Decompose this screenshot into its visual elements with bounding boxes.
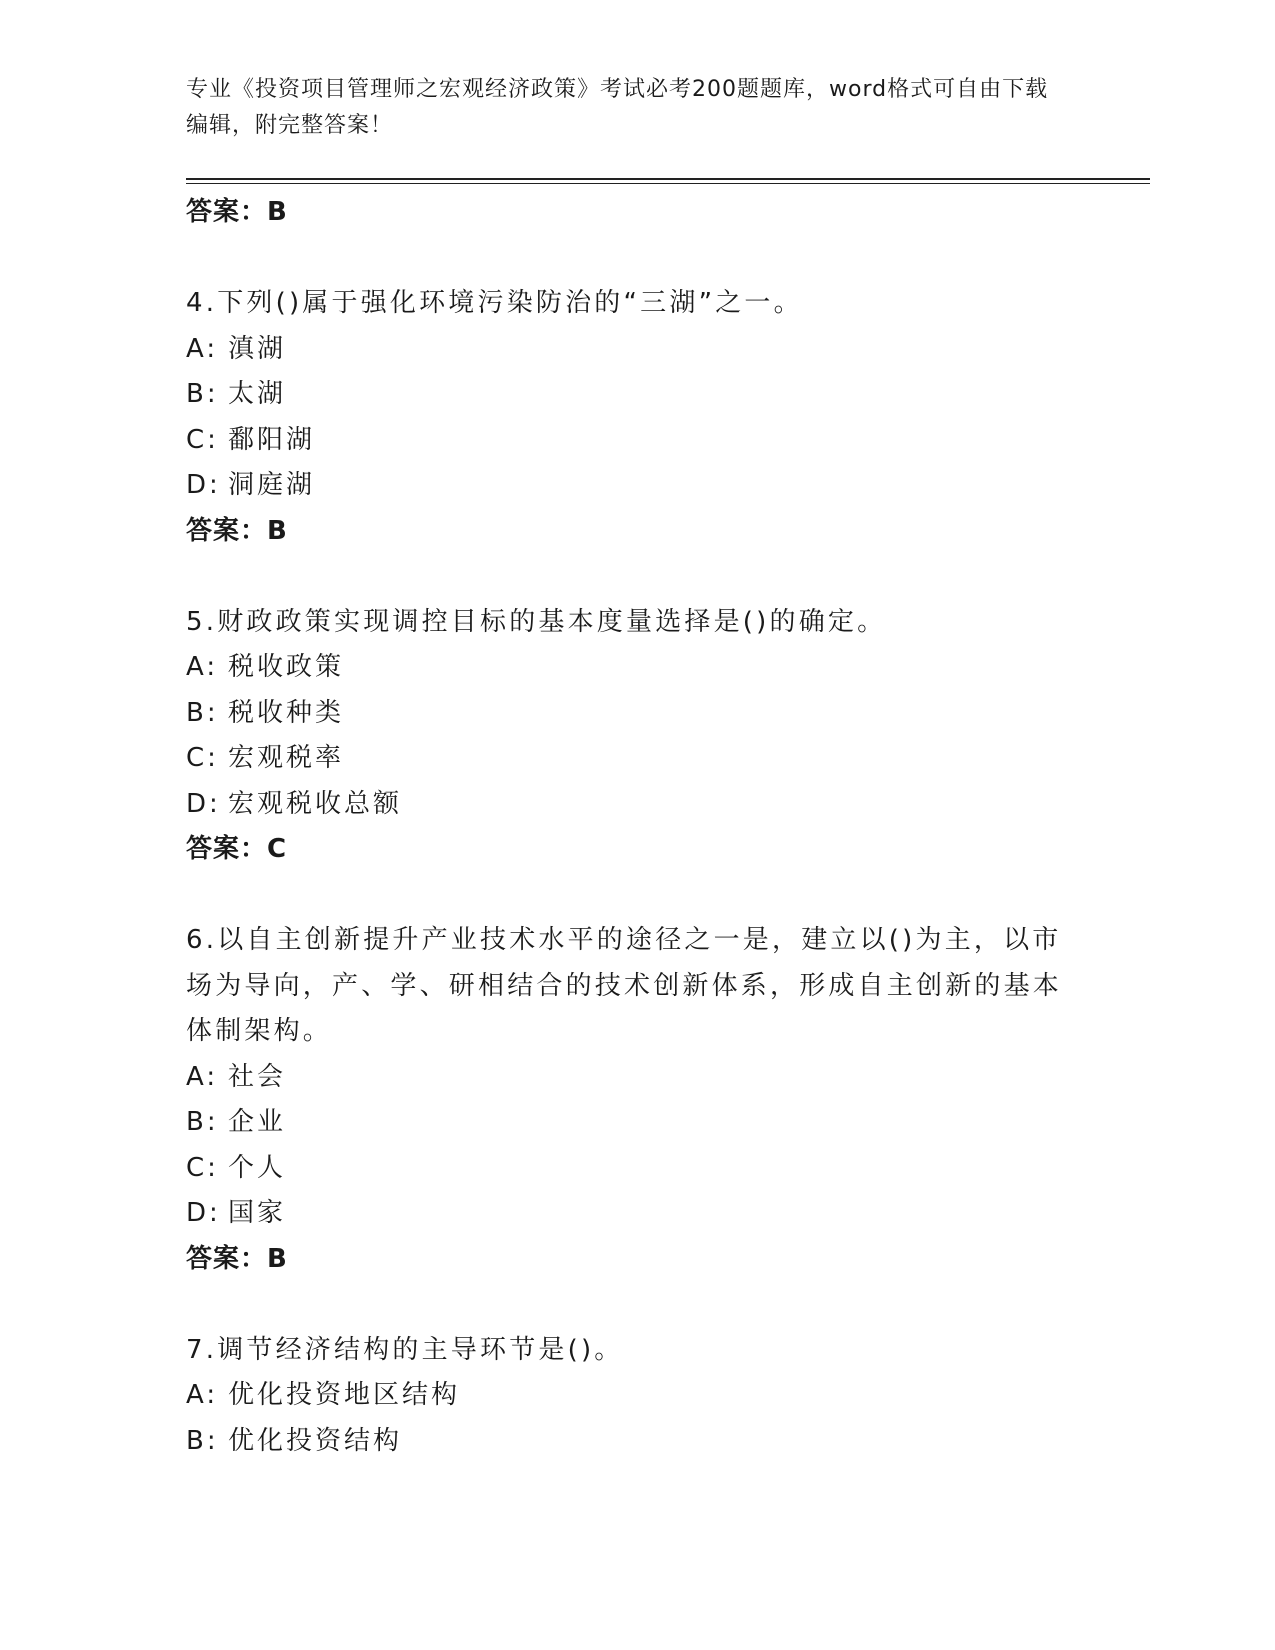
option-d	[186, 463, 1066, 509]
option-text: 税收政策	[228, 652, 345, 682]
option-a	[186, 1055, 1066, 1101]
answer-line: 答案：B	[186, 197, 288, 227]
question-6	[186, 918, 1066, 1282]
option-text: 企业	[228, 1107, 287, 1137]
option-label: D:	[186, 1198, 221, 1228]
option-text: 滇湖	[228, 333, 287, 364]
answer-line: 答案：B	[186, 1243, 288, 1274]
option-label: A:	[186, 652, 219, 682]
option-label: B:	[186, 379, 219, 409]
answer-line: 答案：B	[186, 515, 288, 546]
option-label: A:	[186, 1380, 219, 1410]
answer-line: 答案：C	[186, 834, 288, 864]
spacer	[186, 554, 1066, 600]
option-text: 优化投资结构	[228, 1425, 403, 1456]
question-text: 7.调节经济结构的主导环节是()。	[186, 1334, 624, 1365]
option-b	[186, 1419, 1066, 1465]
header-rule-thin	[186, 183, 1150, 184]
option-c	[186, 1146, 1066, 1192]
option-text: 太湖	[228, 379, 287, 409]
option-label: D:	[186, 470, 221, 500]
option-b	[186, 1100, 1066, 1146]
option-text: 税收种类	[228, 697, 345, 728]
option-a	[186, 645, 1066, 691]
question-7	[186, 1328, 1066, 1465]
header-rule-thick	[186, 178, 1150, 180]
option-label: C:	[186, 1152, 219, 1183]
option-text: 洞庭湖	[228, 470, 316, 500]
option-label: C:	[186, 743, 219, 773]
option-label: A:	[186, 1061, 219, 1092]
option-text: 国家	[228, 1198, 287, 1228]
question-4	[186, 281, 1066, 554]
question-5	[186, 600, 1066, 873]
option-label: B:	[186, 1107, 219, 1137]
option-label: D:	[186, 788, 221, 819]
option-text: 个人	[228, 1152, 287, 1183]
option-d	[186, 782, 1066, 828]
question-text: 6.以自主创新提升产业技术水平的途径之一是，建立以()为主，以市场为导向，产、学、研相结合的技术创新体系，形成自主创新的基本体制架构。	[186, 925, 1063, 1046]
option-b	[186, 372, 1066, 418]
spacer	[186, 236, 1066, 282]
document-header: 专业《投资项目管理师之宏观经济政策》考试必考200题题库，word格式可自由下载编辑，附完整答案！	[186, 77, 1049, 138]
spacer	[186, 1282, 1066, 1328]
option-label: A:	[186, 333, 219, 364]
option-a	[186, 327, 1066, 373]
option-text: 宏观税率	[228, 743, 345, 773]
option-label: B:	[186, 697, 219, 728]
option-text: 鄱阳湖	[228, 424, 316, 455]
spacer	[186, 873, 1066, 919]
option-text: 宏观税收总额	[228, 788, 403, 819]
option-label: B:	[186, 1425, 219, 1456]
question-text: 4.下列()属于强化环境污染防治的“三湖”之一。	[186, 288, 803, 318]
question-text: 5.财政政策实现调控目标的基本度量选择是()的确定。	[186, 606, 887, 637]
option-text: 优化投资地区结构	[228, 1380, 461, 1410]
option-text: 社会	[228, 1061, 287, 1092]
option-b	[186, 691, 1066, 737]
document-body	[186, 190, 1066, 1464]
option-a	[186, 1373, 1066, 1419]
option-c	[186, 418, 1066, 464]
option-c	[186, 736, 1066, 782]
option-d	[186, 1191, 1066, 1237]
option-label: C:	[186, 424, 219, 455]
